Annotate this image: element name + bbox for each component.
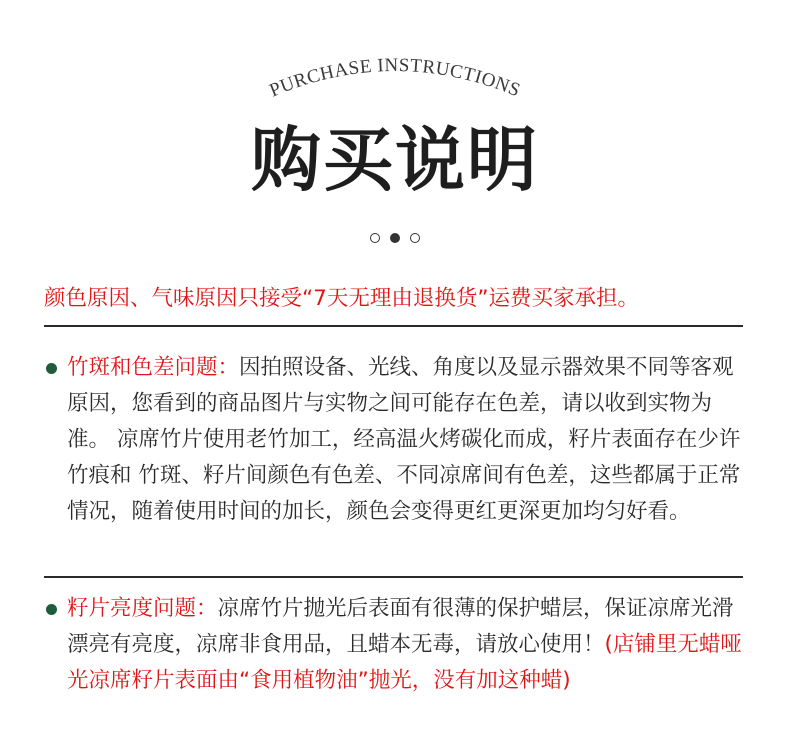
pager-dot-3[interactable]	[410, 233, 420, 243]
section-heading: 籽片亮度问题：	[67, 596, 218, 621]
pager-dot-2-active[interactable]	[390, 233, 400, 243]
section-text	[67, 591, 747, 699]
section-text	[67, 350, 747, 530]
pager-dots	[0, 233, 790, 243]
pager-dot-1[interactable]	[370, 233, 380, 243]
divider	[44, 325, 743, 327]
bullet-icon	[46, 604, 57, 615]
section-heading: 竹斑和色差问题：	[67, 355, 240, 380]
section-body: 凉席竹片抛光后表面有很薄的保护蜡层，保证凉席光滑漂亮有亮度，凉席非食用品，且蜡本无毒，请放心使用！	[67, 596, 734, 657]
return-policy-notice: 颜色原因、气味原因只接受“7天无理由退换货”运费买家承担。	[44, 286, 639, 311]
section-bamboo-color	[44, 350, 754, 530]
section-body: 因拍照设备、光线、角度以及显示器效果不同等客观原因，您看到的商品图片与实物之间可能存在色差，请以收到实物为准。 凉席竹片使用老竹加工，经高温火烤碳化而成，籽片表面存在少许竹痕和 竹斑、籽片间颜色有色差、不同凉席间有色差，这些都属于正常情况，随着使用时间的加长，颜色会变得更红更深更加均匀好看。	[67, 355, 741, 524]
subtitle-arc	[0, 0, 790, 130]
svg-text:PURCHASE INSTRUCTIONS	[267, 55, 524, 102]
divider	[44, 576, 743, 578]
bullet-icon	[46, 363, 57, 374]
page-subtitle: PURCHASE INSTRUCTIONS	[266, 54, 524, 102]
section-gloss	[44, 591, 754, 699]
section-note: (店铺里无蜡哑光凉席籽片表面由“食用植物油”抛光，没有加这种蜡)	[67, 632, 742, 693]
page-title: 购买说明	[251, 119, 539, 201]
